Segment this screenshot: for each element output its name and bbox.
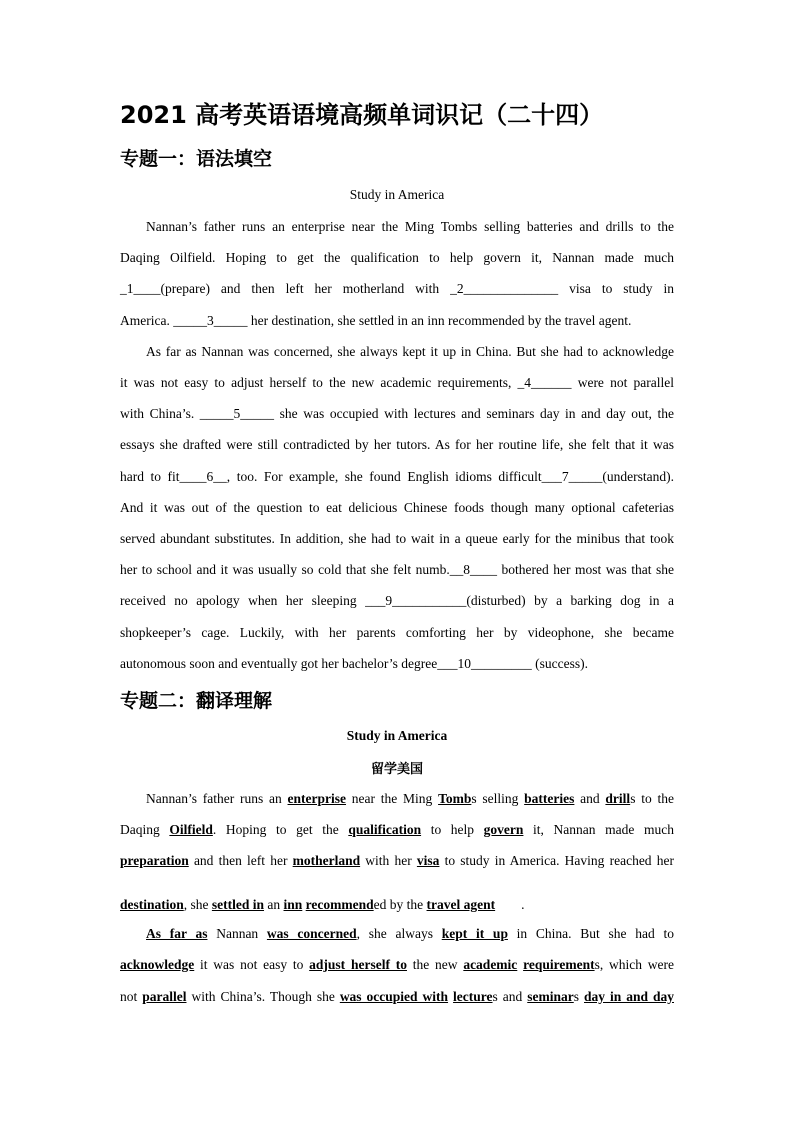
vocab-word: qualification [348, 822, 422, 837]
vocab-word: academic [463, 957, 518, 972]
passage-line: received no apology when her sleeping ___9___________(disturbed) by a barking dog in a [120, 593, 674, 608]
section-2-heading: 专题二：翻译理解 [120, 690, 273, 712]
vocab-word: govern [483, 822, 524, 837]
passage-line: essays she drafted were still contradicted by her tutors. As for her routine life, she felt that it was [120, 437, 674, 452]
vocab-word: motherland [292, 853, 361, 868]
passage-line: hard to fit____6__, too. For example, she found English idioms difficult___7_____(understand). [120, 469, 674, 484]
translation-line: not parallel with China’s. Though she was occupied with lectures and seminars day in and day [120, 989, 674, 1004]
vocab-phrase: kept it up [441, 926, 508, 941]
passage-line: served abundant substitutes. In addition, she had to wait in a queue early for the minibus that took [120, 531, 674, 546]
translation-line: Nannan’s father runs an enterprise near the Ming Tombs selling batteries and drills to the [146, 791, 674, 806]
passage-line: As far as Nannan was concerned, she always kept it up in China. But she had to acknowledge [146, 344, 674, 359]
vocab-word: drill [605, 791, 631, 806]
vocab-word: acknowledge [120, 957, 195, 972]
section-2-passage-subtitle: 留学美国 [370, 762, 423, 777]
translation-line: acknowledge it was not easy to adjust herself to the new academic requirements, which were [120, 957, 674, 972]
passage-line: autonomous soon and eventually got her bachelor’s degree___10_________ (success). [120, 656, 589, 671]
vocab-word: travel agent [426, 897, 496, 912]
vocab-word: Oilfield [169, 822, 213, 837]
section-1-passage-title: Study in America [349, 187, 445, 202]
passage-line: with China’s. _____5_____ she was occupied with lectures and seminars day in and day out, the [120, 406, 674, 421]
vocab-word: settled in [211, 897, 265, 912]
translation-line: preparation and then left her motherland with her visa to study in America. Having reached her [120, 853, 674, 868]
vocab-phrase: As far as [146, 926, 208, 941]
vocab-word: inn [283, 897, 303, 912]
passage-line: it was not easy to adjust herself to the new academic requirements, _4______ were not parallel [120, 375, 674, 390]
vocab-word: recommend [305, 897, 374, 912]
passage-line: And it was out of the question to eat delicious Chinese foods though many optional cafeterias [120, 500, 674, 515]
translation-line: destination, she settled in an inn recommended by the travel agent . [120, 897, 525, 912]
vocab-word: seminar [527, 989, 574, 1004]
vocab-phrase: was occupied with [339, 989, 449, 1004]
vocab-word: Tomb [438, 791, 472, 806]
section-2-passage-title: Study in America [346, 728, 448, 743]
vocab-phrase: adjust herself to [309, 957, 407, 972]
vocab-word: preparation [120, 853, 189, 868]
vocab-word: destination [120, 897, 184, 912]
passage-line: Nannan’s father runs an enterprise near the Ming Tombs selling batteries and drills to the [146, 219, 674, 234]
vocab-phrase: was concerned [266, 926, 357, 941]
vocab-word: batteries [524, 791, 575, 806]
vocab-word: parallel [142, 989, 187, 1004]
vocab-word: requirement [523, 957, 595, 972]
vocab-phrase: day in and day [584, 989, 674, 1004]
section-1-heading: 专题一：语法填空 [120, 148, 273, 170]
passage-line: shopkeeper’s cage. Luckily, with her parents comforting her by videophone, she became [120, 625, 674, 640]
passage-line: her to school and it was usually so cold that she felt numb.__8____ bothered her most was that she [120, 562, 674, 577]
document-title: 2021 高考英语语境高频单词识记（二十四） [120, 101, 604, 129]
vocab-word: lecture [453, 989, 493, 1004]
translation-line: As far as Nannan was concerned, she always kept it up in China. But she had to [146, 926, 674, 941]
passage-line: _1____(prepare) and then left her motherland with _2______________ visa to study in [120, 281, 674, 296]
vocab-word: visa [416, 853, 440, 868]
translation-line: Daqing Oilfield. Hoping to get the qualification to help govern it, Nannan made much [120, 822, 674, 837]
vocab-word: enterprise [287, 791, 347, 806]
passage-line: Daqing Oilfield. Hoping to get the qualification to help govern it, Nannan made much [120, 250, 674, 265]
passage-line: America. _____3_____ her destination, she settled in an inn recommended by the travel agent. [120, 313, 632, 328]
